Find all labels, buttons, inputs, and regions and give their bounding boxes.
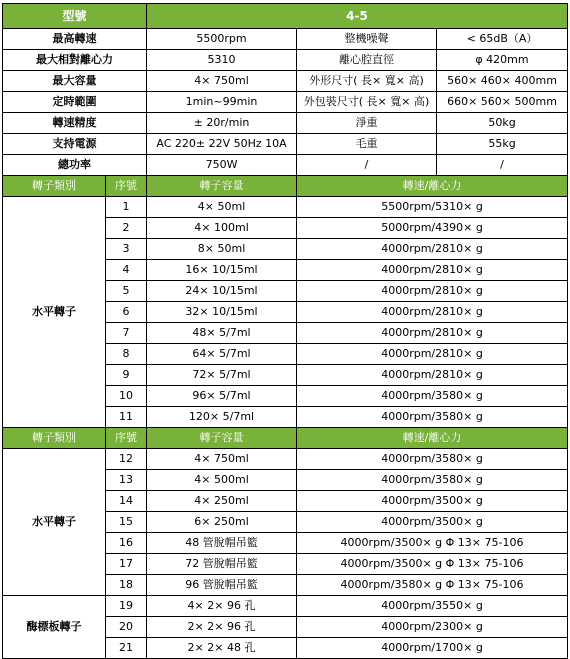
- rotor-no-cell: 18: [106, 575, 147, 596]
- rotor-capacity-cell: 24× 10/15ml: [147, 281, 297, 302]
- spec-value: φ 420mm: [437, 50, 568, 71]
- spec-value: < 65dB（A）: [437, 29, 568, 50]
- rotor-speed-header: 轉速/離心力: [297, 176, 568, 197]
- rotor-capacity-cell: 4× 500ml: [147, 470, 297, 491]
- rotor-capacity-cell: 72× 5/7ml: [147, 365, 297, 386]
- rotor-capacity-cell: 64× 5/7ml: [147, 344, 297, 365]
- rotor-capacity-cell: 2× 2× 96 孔: [147, 617, 297, 638]
- rotor-speed-cell: 4000rpm/3580× g: [297, 449, 568, 470]
- spec-label: 外包裝尺寸( 長× 寬× 高): [297, 92, 437, 113]
- table-row: [3, 449, 568, 470]
- spec-value: 1min~99min: [147, 92, 297, 113]
- spec-value: 5500rpm: [147, 29, 297, 50]
- table-row: [3, 596, 568, 617]
- rotor-no-cell: 16: [106, 533, 147, 554]
- rotor-capacity-header: 轉子容量: [147, 176, 297, 197]
- rotor-speed-cell: 4000rpm/3500× g Φ 13× 75-106: [297, 554, 568, 575]
- rotor-capacity-cell: 6× 250ml: [147, 512, 297, 533]
- spec-row: [3, 155, 568, 176]
- spec-value: 55kg: [437, 134, 568, 155]
- rotor-no-cell: 20: [106, 617, 147, 638]
- rotor-capacity-cell: 16× 10/15ml: [147, 260, 297, 281]
- rotor-no-cell: 9: [106, 365, 147, 386]
- spec-label: 轉速精度: [3, 113, 147, 134]
- spec-label: 整機噪聲: [297, 29, 437, 50]
- rotor-speed-cell: 4000rpm/2810× g: [297, 344, 568, 365]
- table-row: [3, 197, 568, 218]
- rotor-capacity-cell: 48× 5/7ml: [147, 323, 297, 344]
- rotor-speed-cell: 4000rpm/2300× g: [297, 617, 568, 638]
- rotor-type-cell: 水平轉子: [3, 197, 106, 428]
- rotor-no-cell: 17: [106, 554, 147, 575]
- rotor-capacity-cell: 120× 5/7ml: [147, 407, 297, 428]
- spec-row: [3, 29, 568, 50]
- rotor-speed-cell: 4000rpm/2810× g: [297, 365, 568, 386]
- rotor-type-header: 轉子類別: [3, 176, 106, 197]
- rotor-no-cell: 10: [106, 386, 147, 407]
- rotor-capacity-cell: 4× 50ml: [147, 197, 297, 218]
- rotor-speed-cell: 4000rpm/3580× g: [297, 470, 568, 491]
- rotor-capacity-cell: 48 管脫帽吊籃: [147, 533, 297, 554]
- spec-label: 最大相對離心力: [3, 50, 147, 71]
- spec-label: 毛重: [297, 134, 437, 155]
- rotor-no-cell: 5: [106, 281, 147, 302]
- rotor-capacity-cell: 96 管脫帽吊籃: [147, 575, 297, 596]
- spec-label: 最高轉速: [3, 29, 147, 50]
- rotor-no-cell: 13: [106, 470, 147, 491]
- rotor-speed-cell: 4000rpm/3500× g: [297, 491, 568, 512]
- spec-value: 4× 750ml: [147, 71, 297, 92]
- spec-row: [3, 71, 568, 92]
- spec-value: /: [437, 155, 568, 176]
- rotor-capacity-cell: 2× 2× 48 孔: [147, 638, 297, 659]
- rotor-speed-cell: 4000rpm/1700× g: [297, 638, 568, 659]
- spec-table: [2, 3, 568, 659]
- rotor-no-cell: 7: [106, 323, 147, 344]
- model-label: 型號: [3, 4, 147, 29]
- rotor-speed-cell: 4000rpm/2810× g: [297, 281, 568, 302]
- rotor-header-row: [3, 176, 568, 197]
- rotor-speed-cell: 4000rpm/3550× g: [297, 596, 568, 617]
- rotor-no-cell: 12: [106, 449, 147, 470]
- rotor-capacity-cell: 4× 750ml: [147, 449, 297, 470]
- model-value: 4-5: [147, 4, 568, 29]
- rotor-no-cell: 14: [106, 491, 147, 512]
- rotor-speed-cell: 4000rpm/3500× g: [297, 512, 568, 533]
- spec-value: 660× 560× 500mm: [437, 92, 568, 113]
- rotor-speed-cell: 4000rpm/3580× g: [297, 407, 568, 428]
- rotor-speed-cell: 4000rpm/3580× g: [297, 386, 568, 407]
- rotor-speed-cell: 4000rpm/2810× g: [297, 260, 568, 281]
- rotor-capacity-cell: 32× 10/15ml: [147, 302, 297, 323]
- spec-value: 50kg: [437, 113, 568, 134]
- spec-row: [3, 113, 568, 134]
- spec-value: 750W: [147, 155, 297, 176]
- spec-label: 外形尺寸( 長× 寬× 高): [297, 71, 437, 92]
- spec-value: ± 20r/min: [147, 113, 297, 134]
- rotor-header-row: [3, 428, 568, 449]
- rotor-no-header: 序號: [106, 176, 147, 197]
- rotor-type-header: 轉子類別: [3, 428, 106, 449]
- rotor-speed-cell: 4000rpm/3580× g Φ 13× 75-106: [297, 575, 568, 596]
- spec-row: [3, 92, 568, 113]
- rotor-no-header: 序號: [106, 428, 147, 449]
- rotor-no-cell: 1: [106, 197, 147, 218]
- spec-value: 5310: [147, 50, 297, 71]
- rotor-no-cell: 8: [106, 344, 147, 365]
- rotor-capacity-cell: 4× 100ml: [147, 218, 297, 239]
- spec-label: 定時範圍: [3, 92, 147, 113]
- rotor-speed-cell: 4000rpm/2810× g: [297, 302, 568, 323]
- rotor-no-cell: 11: [106, 407, 147, 428]
- rotor-type-cell: 水平轉子: [3, 449, 106, 596]
- rotor-no-cell: 21: [106, 638, 147, 659]
- rotor-no-cell: 6: [106, 302, 147, 323]
- rotor-capacity-cell: 4× 250ml: [147, 491, 297, 512]
- rotor-capacity-cell: 72 管脫帽吊籃: [147, 554, 297, 575]
- rotor-capacity-header: 轉子容量: [147, 428, 297, 449]
- rotor-capacity-cell: 96× 5/7ml: [147, 386, 297, 407]
- rotor-speed-cell: 5000rpm/4390× g: [297, 218, 568, 239]
- rotor-type-cell: 酶標板轉子: [3, 596, 106, 659]
- spec-label: 離心腔直徑: [297, 50, 437, 71]
- rotor-speed-cell: 4000rpm/3500× g Φ 13× 75-106: [297, 533, 568, 554]
- model-row: [3, 4, 568, 29]
- rotor-capacity-cell: 8× 50ml: [147, 239, 297, 260]
- rotor-no-cell: 3: [106, 239, 147, 260]
- rotor-no-cell: 15: [106, 512, 147, 533]
- rotor-capacity-cell: 4× 2× 96 孔: [147, 596, 297, 617]
- spec-label: 總功率: [3, 155, 147, 176]
- rotor-speed-cell: 4000rpm/2810× g: [297, 239, 568, 260]
- spec-label: 最大容量: [3, 71, 147, 92]
- rotor-speed-header: 轉速/離心力: [297, 428, 568, 449]
- rotor-speed-cell: 5500rpm/5310× g: [297, 197, 568, 218]
- rotor-no-cell: 19: [106, 596, 147, 617]
- rotor-no-cell: 4: [106, 260, 147, 281]
- spec-row: [3, 134, 568, 155]
- rotor-no-cell: 2: [106, 218, 147, 239]
- spec-label: 支持電源: [3, 134, 147, 155]
- spec-label: /: [297, 155, 437, 176]
- spec-label: 淨重: [297, 113, 437, 134]
- spec-row: [3, 50, 568, 71]
- rotor-speed-cell: 4000rpm/2810× g: [297, 323, 568, 344]
- spec-value: AC 220± 22V 50Hz 10A: [147, 134, 297, 155]
- spec-value: 560× 460× 400mm: [437, 71, 568, 92]
